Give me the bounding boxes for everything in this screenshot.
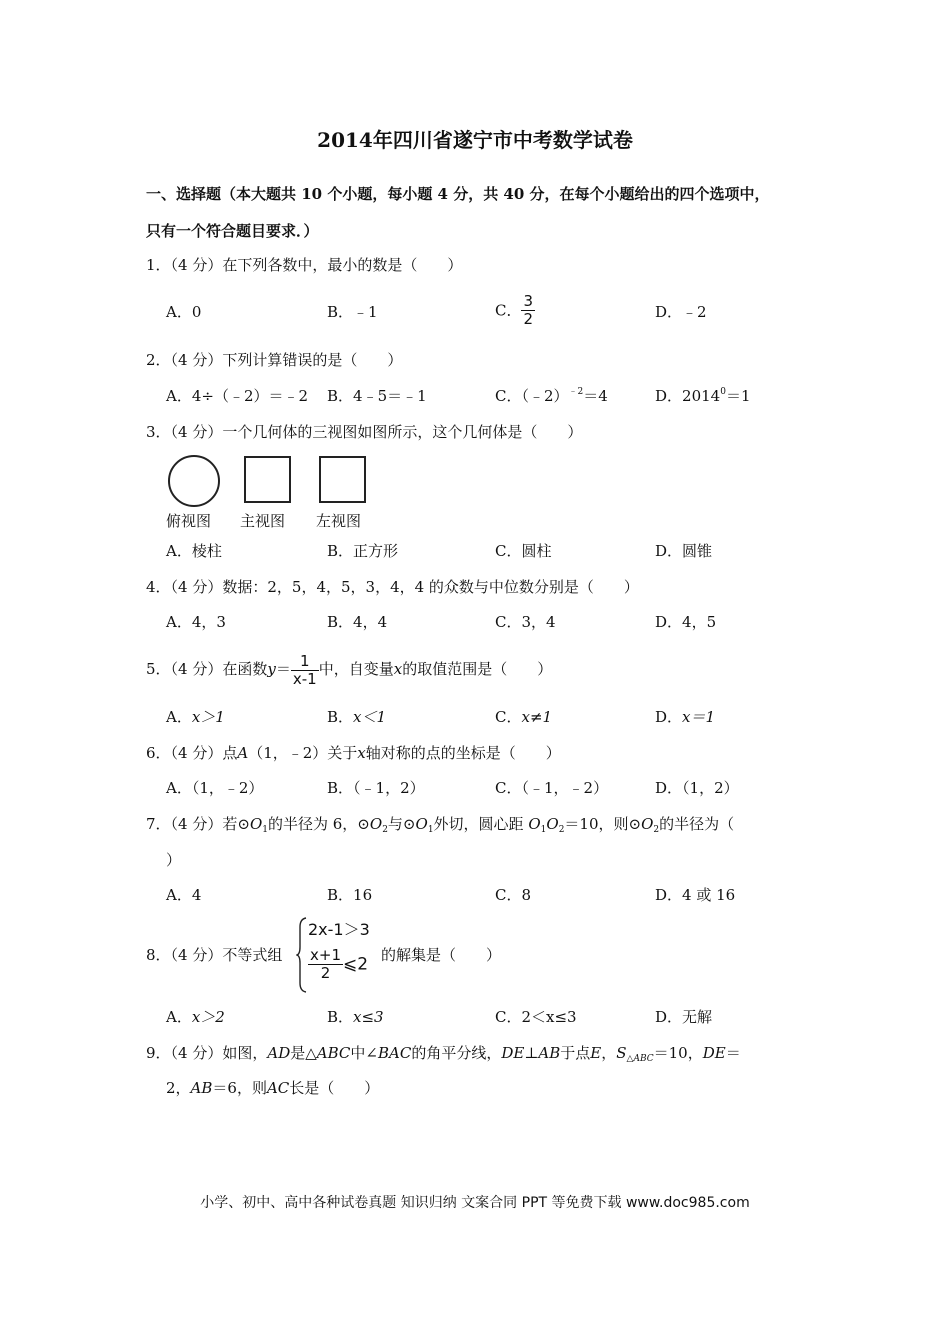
q1-option-c: C． $\frac{3}{2}$ (495, 292, 534, 328)
question-1-stem: 1．（4 分）在下列各数中，最小的数是（ ） (146, 256, 463, 274)
question-9-stem-line2: 2，AB＝6，则AC长是（ ） (166, 1079, 380, 1097)
inequality-system (296, 917, 386, 993)
q7-option-a: A．4 (166, 886, 202, 904)
question-5-stem: 5．（4 分）在函数y＝ $\frac{1}{x-1}$ 中，自变量x的取值范围是（ ） (146, 651, 553, 688)
q6-option-b: B．（﹣1，2） (327, 779, 425, 797)
q1-option-b: B．﹣1 (327, 303, 378, 321)
q4-option-d: D．4，5 (655, 613, 717, 631)
q6-option-c: C．（﹣1，﹣2） (495, 779, 609, 797)
side-view-square (320, 457, 365, 502)
inequality-line-2: $\frac{x+1}{2}$ ⩽2 (310, 946, 369, 982)
q8-option-d: D．无解 (655, 1008, 713, 1026)
q8-option-c: C．2＜x≤3 (495, 1008, 577, 1026)
q5-option-c: C．x≠1 (495, 708, 553, 726)
section-header-line1: 一、选择题（本大题共 10 个小题，每小题 4 分，共 40 分，在每个小题给出的四个选项中， (146, 185, 770, 203)
side-view-label: 左视图 (316, 512, 362, 530)
question-2-stem: 2．（4 分）下列计算错误的是（ ） (146, 351, 403, 369)
q3-option-b: B．正方形 (327, 542, 399, 560)
question-9-stem: 9．（4 分）如图，AD是△ABC中∠BAC的角平分线，DE⊥AB于点E，$S_{\triangle ABC}=10$，DE＝ (146, 1044, 741, 1064)
q4-option-c: C．3，4 (495, 613, 556, 631)
q6-option-a: A．（1，﹣2） (166, 779, 264, 797)
q5-option-b: B．x＜1 (327, 708, 387, 726)
q5-option-d: D．x＝1 (655, 708, 716, 726)
q2-option-d: D．$2014^0=1$ (655, 387, 751, 405)
question-7-stem: 7．（4 分）若$⊙O_1$的半径为 6，$⊙O_2$与$⊙O_1$外切，圆心距 $O_1O_2=10$，则$⊙O_2$的半径为（ (146, 815, 735, 835)
q7-option-b: B．16 (327, 886, 373, 904)
q6-option-d: D．（1，2） (655, 779, 739, 797)
page-footer: 小学、初中、高中各种试卷真题 知识归纳 文案合同 PPT 等免费下载 www.doc985.com (200, 1195, 750, 1211)
q3-option-a: A．棱柱 (166, 542, 222, 560)
q2-option-c: C．（﹣2）$^{﹣2}$＝4 (495, 387, 608, 405)
question-7-stem-line2: ） (166, 851, 182, 869)
question-8-stem-prefix: 8．（4 分）不等式组 (146, 946, 283, 964)
q2-option-b: B．4﹣5＝﹣1 (327, 387, 427, 405)
q3-option-c: C．圆柱 (495, 542, 552, 560)
question-8-stem-suffix: 的解集是（ ） (381, 946, 502, 964)
front-view-square (245, 457, 290, 502)
q2-option-a: A．4÷（﹣2）＝﹣2 (166, 387, 309, 405)
fraction-3-2: $\frac{3}{2}$ (523, 292, 534, 328)
question-6-stem: 6．（4 分）点A（1，﹣2）关于x轴对称的点的坐标是（ ） (146, 744, 561, 762)
q4-option-b: B．4，4 (327, 613, 388, 631)
q8-option-b: B．x≤3 (327, 1008, 384, 1026)
page-title: 2014年四川省遂宁市中考数学试卷 (317, 128, 633, 152)
q3-option-d: D．圆锥 (655, 542, 713, 560)
top-view-label: 俯视图 (166, 512, 212, 530)
q8-option-a: A．x＞2 (166, 1008, 225, 1026)
q5-option-a: A．x＞1 (166, 708, 225, 726)
top-view-circle (169, 456, 219, 506)
q7-option-d: D．4 或 16 (655, 886, 736, 904)
q1-option-d: D．﹣2 (655, 303, 707, 321)
q4-option-a: A．4，3 (166, 613, 226, 631)
q1-option-a: A．0 (166, 303, 202, 321)
question-3-stem: 3．（4 分）一个几何体的三视图如图所示，这个几何体是（ ） (146, 423, 583, 441)
inequality-line-1: 2x-1＞3 (308, 920, 370, 939)
question-4-stem: 4．（4 分）数据：2，5，4，5，3，4，4 的众数与中位数分别是（ ） (146, 578, 639, 596)
front-view-label: 主视图 (240, 512, 286, 530)
section-header-line2: 只有一个符合题目要求．） (146, 222, 319, 240)
left-brace-icon (296, 917, 308, 993)
q7-option-c: C．8 (495, 886, 532, 904)
fraction-1-over-x-minus-1: $\frac{1}{x-1}$ (292, 651, 317, 688)
three-views-figure (160, 450, 380, 510)
